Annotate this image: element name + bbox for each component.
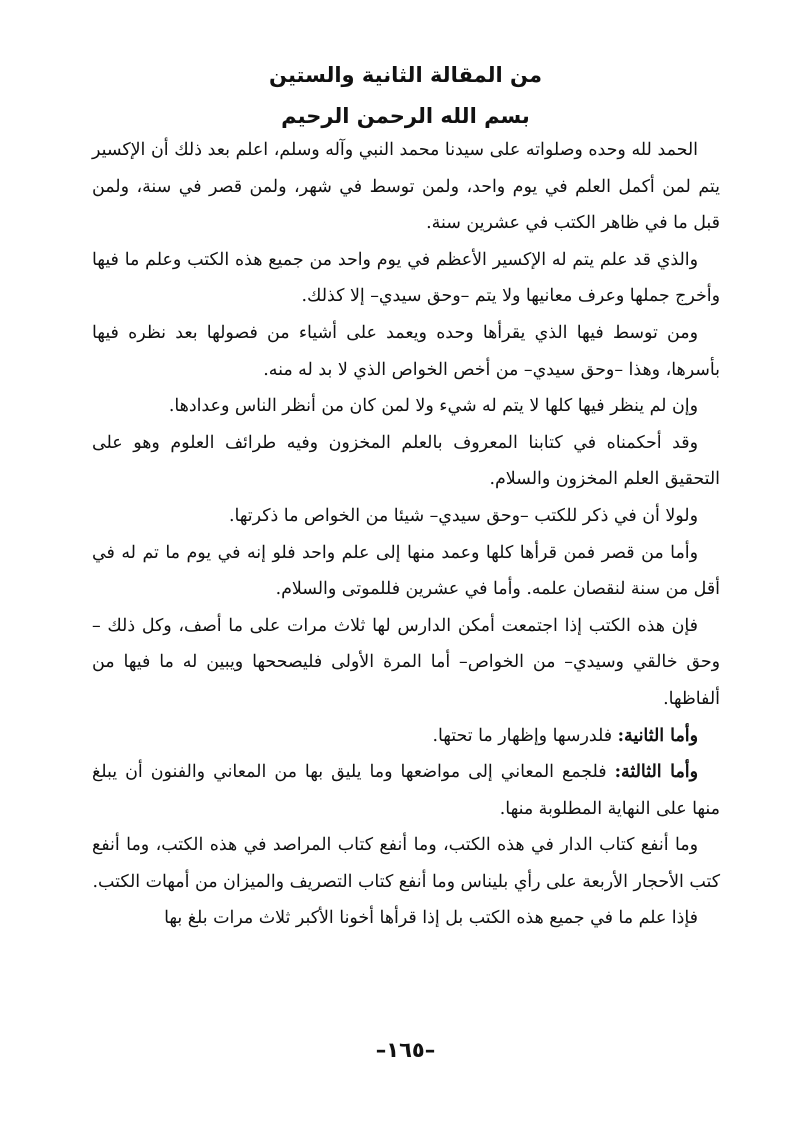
paragraph-text: وأما من قصر فمن قرأها كلها وعمد منها إلى علم واحد فلو إنه في يوم ما تم له في أقل من سنة لنقصان علمه. وأما في عشرين فللموتى والسلام.	[92, 542, 720, 600]
paragraph	[92, 608, 720, 718]
paragraph	[92, 242, 720, 315]
paragraph-text: وقد أحكمناه في كتابنا المعروف بالعلم المخزون وفيه طرائف العلوم وهو على التحقيق العلم المخزون والسلام.	[92, 432, 720, 490]
paragraph	[92, 498, 720, 535]
paragraph	[92, 827, 720, 900]
paragraph-lead: وأما الثالثة:	[614, 762, 699, 783]
paragraph	[92, 900, 720, 937]
paragraph	[92, 315, 720, 388]
paragraph	[92, 754, 720, 827]
chapter-title: من المقالة الثانية والستين	[269, 63, 542, 87]
paragraph-lead: وأما الثانية:	[617, 725, 698, 746]
paragraph	[92, 132, 720, 242]
paragraph-text: الحمد لله وحده وصلواته على سيدنا محمد النبي وآله وسلم، اعلم بعد ذلك أن الإكسير يتم لمن أكمل العلم في يوم واحد، ولمن توسط في شهر، ولمن قصر في سنة، ولمن قبل ما في ظاهر الكتب في عشرين سنة.	[92, 140, 720, 234]
paragraph-text: فلدرسها وإظهار ما تحتها.	[432, 725, 618, 746]
paragraph-text: ومن توسط فيها الذي يقرأها وحده ويعمد على أشياء من فصولها بعد نظره فيها بأسرها، وهذا –وحق سيدي– من أخص الخواص الذي لا بد له منه.	[92, 322, 720, 380]
paragraph-text: فإن هذه الكتب إذا اجتمعت أمكن الدارس لها ثلاث مرات على ما أصف، وكل ذلك – وحق خالقي وسيدي– من الخواص– أما المرة الأولى فليصححها ويبين له ما فيها من ألفاظها.	[92, 615, 720, 709]
paragraph	[92, 535, 720, 608]
paragraph	[92, 425, 720, 498]
paragraph-text: ولولا أن في ذكر للكتب –وحق سيدي– شيئا من الخواص ما ذكرتها.	[228, 505, 698, 526]
paragraph-text: فلجمع المعاني إلى مواضعها وما يليق بها من المعاني والفنون أن يبلغ منها على النهاية المطلوبة منها.	[92, 762, 720, 819]
paragraph	[92, 718, 720, 755]
paragraph-text: وما أنفع كتاب الدار في هذه الكتب، وما أنفع كتاب المراصد في هذه الكتب، وما أنفع كتب الأحجار الأربعة على رأي بليناس وما أنفع كتاب التصريف والميزان من أمهات الكتب.	[92, 835, 720, 892]
paragraph-text: والذي قد علم يتم له الإكسير الأعظم في يوم واحد من جميع هذه الكتب وعلم ما فيها وأخرج جملها وعرف معانيها ولا يتم –وحق سيدي– إلا كذلك.	[92, 249, 720, 307]
page-number: –١٦٥–	[375, 1038, 436, 1062]
basmala-heading: بسم الله الرحمن الرحيم	[281, 104, 530, 128]
paragraph-text: فإذا علم ما في جميع هذه الكتب بل إذا قرأها أخونا الأكبر ثلاث مرات بلغ بها	[164, 908, 698, 929]
paragraph	[92, 388, 720, 425]
paragraph-text: وإن لم ينظر فيها كلها لا يتم له شيء ولا لمن كان من أنظر الناس وعدادها.	[168, 396, 698, 417]
body-text	[92, 132, 720, 937]
